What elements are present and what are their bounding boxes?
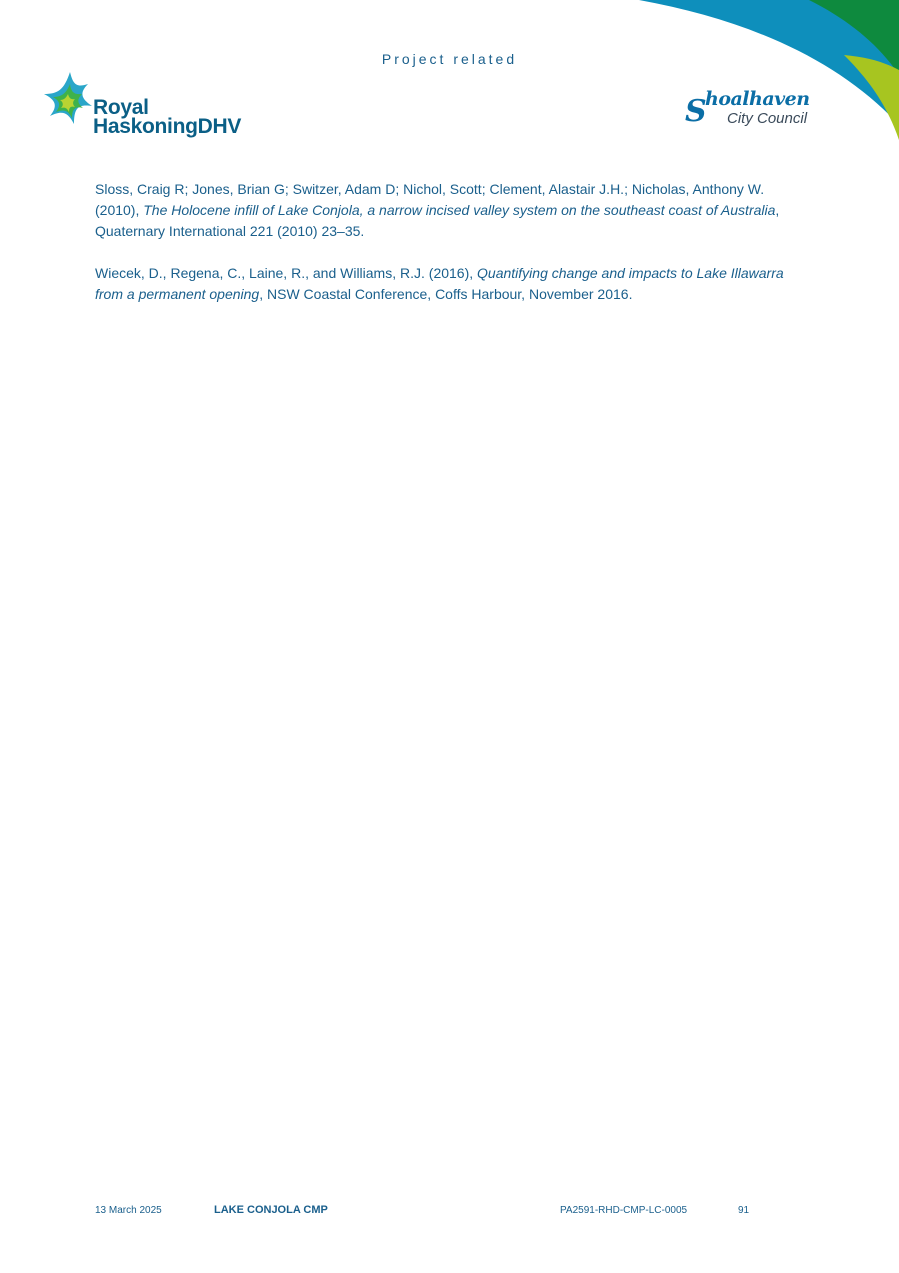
reference-title: The Holocene infill of Lake Conjola, a narrow incised valley system on the southeast coast of Australia bbox=[143, 202, 776, 218]
reference-title: Quantifying change and impacts to Lake Illawarra from a permanent opening bbox=[95, 265, 784, 302]
reference-authors: Sloss, Craig R; Jones, Brian G; Switzer, Adam D; Nichol, Scott; Clement, Alastair J.H.; Nicholas, Anthony W. (2010), bbox=[95, 181, 765, 218]
logo-line-haskoningdhv: HaskoningDHV bbox=[93, 115, 242, 138]
royal-haskoningdhv-logo bbox=[40, 70, 260, 145]
classification-label: Project related bbox=[381, 51, 518, 67]
footer-date: 13 March 2025 bbox=[95, 1205, 162, 1216]
footer-title: LAKE CONJOLA CMP bbox=[214, 1204, 328, 1216]
reference-list bbox=[95, 179, 810, 326]
footer-page-number: 91 bbox=[738, 1205, 750, 1216]
logo-initial: S bbox=[685, 94, 707, 129]
logo-line-royal: Royal bbox=[93, 96, 149, 119]
reference-entry bbox=[95, 179, 810, 242]
reference-source: , Quaternary International 221 (2010) 23–35. bbox=[95, 202, 780, 239]
logo-script: hoalhaven bbox=[705, 88, 810, 110]
page-footer bbox=[0, 1205, 899, 1221]
footer-doc-ref: PA2591-RHD-CMP-LC-0005 bbox=[560, 1205, 688, 1216]
star-icon bbox=[40, 70, 100, 130]
logo-wordmark bbox=[93, 98, 241, 136]
reference-authors: Wiecek, D., Regena, C., Laine, R., and Williams, R.J. (2016), bbox=[95, 265, 478, 281]
reference-source: , NSW Coastal Conference, Coffs Harbour, November 2016. bbox=[259, 286, 633, 302]
logo-subtitle: City Council bbox=[727, 110, 808, 127]
shoalhaven-city-council-logo bbox=[685, 88, 825, 138]
reference-entry bbox=[95, 263, 810, 305]
